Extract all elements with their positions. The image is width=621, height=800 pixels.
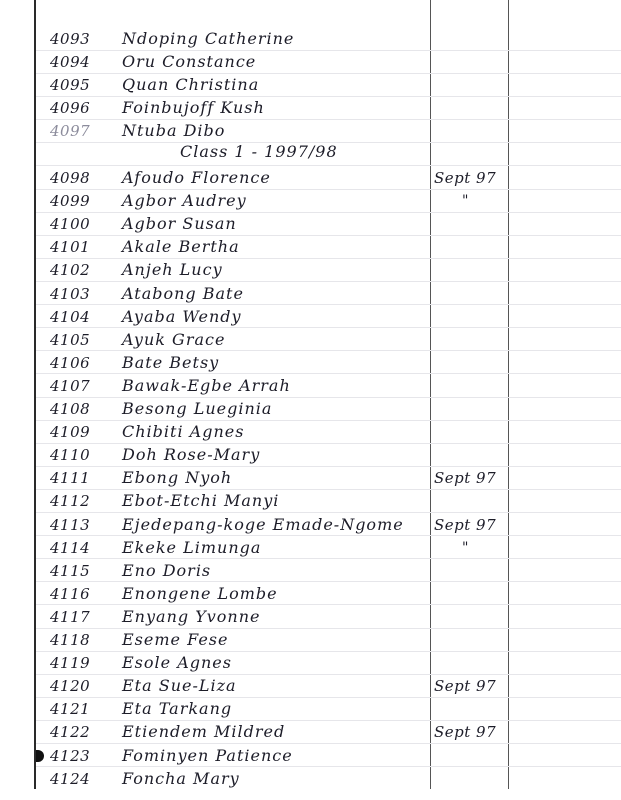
register-row [0,629,621,651]
admission-number: 4110 [50,446,91,465]
student-name: Eseme Fese [122,630,229,649]
register-row [0,28,621,50]
student-name: Doh Rose-Mary [122,445,261,465]
register-row [0,421,621,443]
register-row [0,560,621,582]
student-name: Fominyen Patience [122,745,293,765]
register-row [0,745,621,767]
admission-number: 4102 [50,261,91,280]
admission-date: Sept 97 [434,515,497,534]
student-name: Afoudo Florence [122,168,271,187]
admission-number: 4093 [50,30,91,48]
admission-number: 4101 [50,238,91,257]
admission-number: 4122 [50,723,91,742]
student-name: Eta Tarkang [122,699,233,719]
student-name: Foncha Mary [122,768,240,788]
admission-number: 4114 [50,538,91,557]
register-row [0,190,621,212]
admission-number: 4119 [50,654,91,673]
register-row [0,306,621,328]
student-name: Atabong Bate [122,283,244,303]
register-row [0,698,621,720]
student-name: Bate Betsy [122,352,220,372]
student-name: Foinbujoff Kush [122,98,265,117]
admission-number: 4111 [50,469,91,488]
register-row [0,583,621,605]
student-name: Ayaba Wendy [122,306,242,326]
admission-number: 4121 [50,700,91,719]
student-name: Akale Bertha [122,237,240,257]
admission-number: 4116 [50,584,91,603]
admission-number: 4096 [50,99,91,117]
admission-number: 4103 [50,284,91,303]
admission-number: 4123 [50,746,91,765]
student-name: Eno Doris [122,560,212,580]
admission-number: 4106 [50,353,91,372]
register-row [0,283,621,305]
admission-number: 4117 [50,607,91,626]
student-name: Ndoping Catherine [122,29,295,48]
admission-number: 4100 [50,215,91,234]
student-name: Ebot-Etchi Manyi [122,491,280,511]
register-row [0,329,621,351]
student-name: Quan Christina [122,75,260,94]
admission-number: 4118 [50,631,91,649]
ditto-mark: " [462,539,469,556]
admission-number: 4104 [50,307,91,326]
student-name: Agbor Susan [122,214,237,234]
register-row [0,74,621,96]
register-row [0,259,621,281]
student-name: Enyang Yvonne [122,606,261,626]
student-name: Ekeke Limunga [122,537,262,557]
register-row [0,51,621,73]
admission-number: 4097 [50,122,91,140]
register-row [0,97,621,119]
register-row [0,375,621,397]
register-row [0,236,621,258]
register-row [0,606,621,628]
student-name: Besong Lueginia [122,399,273,418]
student-name: Enongene Lombe [122,583,278,603]
register-row [0,675,621,697]
student-name: Ayuk Grace [122,329,226,349]
register-row [0,352,621,374]
register-row [0,467,621,489]
admission-date: Sept 97 [434,723,497,742]
register-row [0,213,621,235]
student-name: Agbor Audrey [122,191,247,211]
register-row [0,537,621,559]
admission-number: 4095 [50,76,91,94]
student-name: Ebong Nyoh [122,468,233,488]
student-name: Anjeh Lucy [122,260,223,280]
student-name: Bawak-Egbe Arrah [122,375,291,395]
register-row [0,444,621,466]
register-row [0,120,621,142]
ditto-mark: " [462,193,469,210]
page-bottom-edge [0,789,621,800]
register-row [0,721,621,743]
register-row [0,167,621,189]
student-name: Etiendem Mildred [122,722,286,742]
admission-number: 4099 [50,192,91,211]
student-name: Chibiti Agnes [122,422,245,442]
register-row [0,490,621,512]
ruled-line [36,165,621,166]
admission-number: 4108 [50,400,91,418]
admission-number: 4107 [50,376,91,395]
admission-date: Sept 97 [434,469,497,488]
student-name: Ntuba Dibo [122,121,226,140]
admission-number: 4120 [50,677,91,696]
admission-number: 4094 [50,53,91,71]
admission-date: Sept 97 [434,169,497,187]
register-row [0,652,621,674]
admission-number: 4124 [50,769,91,788]
student-name: Esole Agnes [122,653,232,673]
register-row [0,768,621,790]
student-name: Eta Sue-Liza [122,676,237,696]
admission-number: 4105 [50,330,91,349]
student-name: Ejedepang-koge Emade-Ngome [122,514,404,534]
register-row [0,398,621,420]
admission-number: 4112 [50,492,91,511]
admission-number: 4098 [50,169,91,187]
class-heading: Class 1 - 1997/98 [180,142,338,161]
admission-number: 4115 [50,561,91,580]
admission-number: 4113 [50,515,91,534]
admission-date: Sept 97 [434,677,497,696]
register-row [0,514,621,536]
admission-number: 4109 [50,423,91,442]
student-name: Oru Constance [122,52,257,71]
